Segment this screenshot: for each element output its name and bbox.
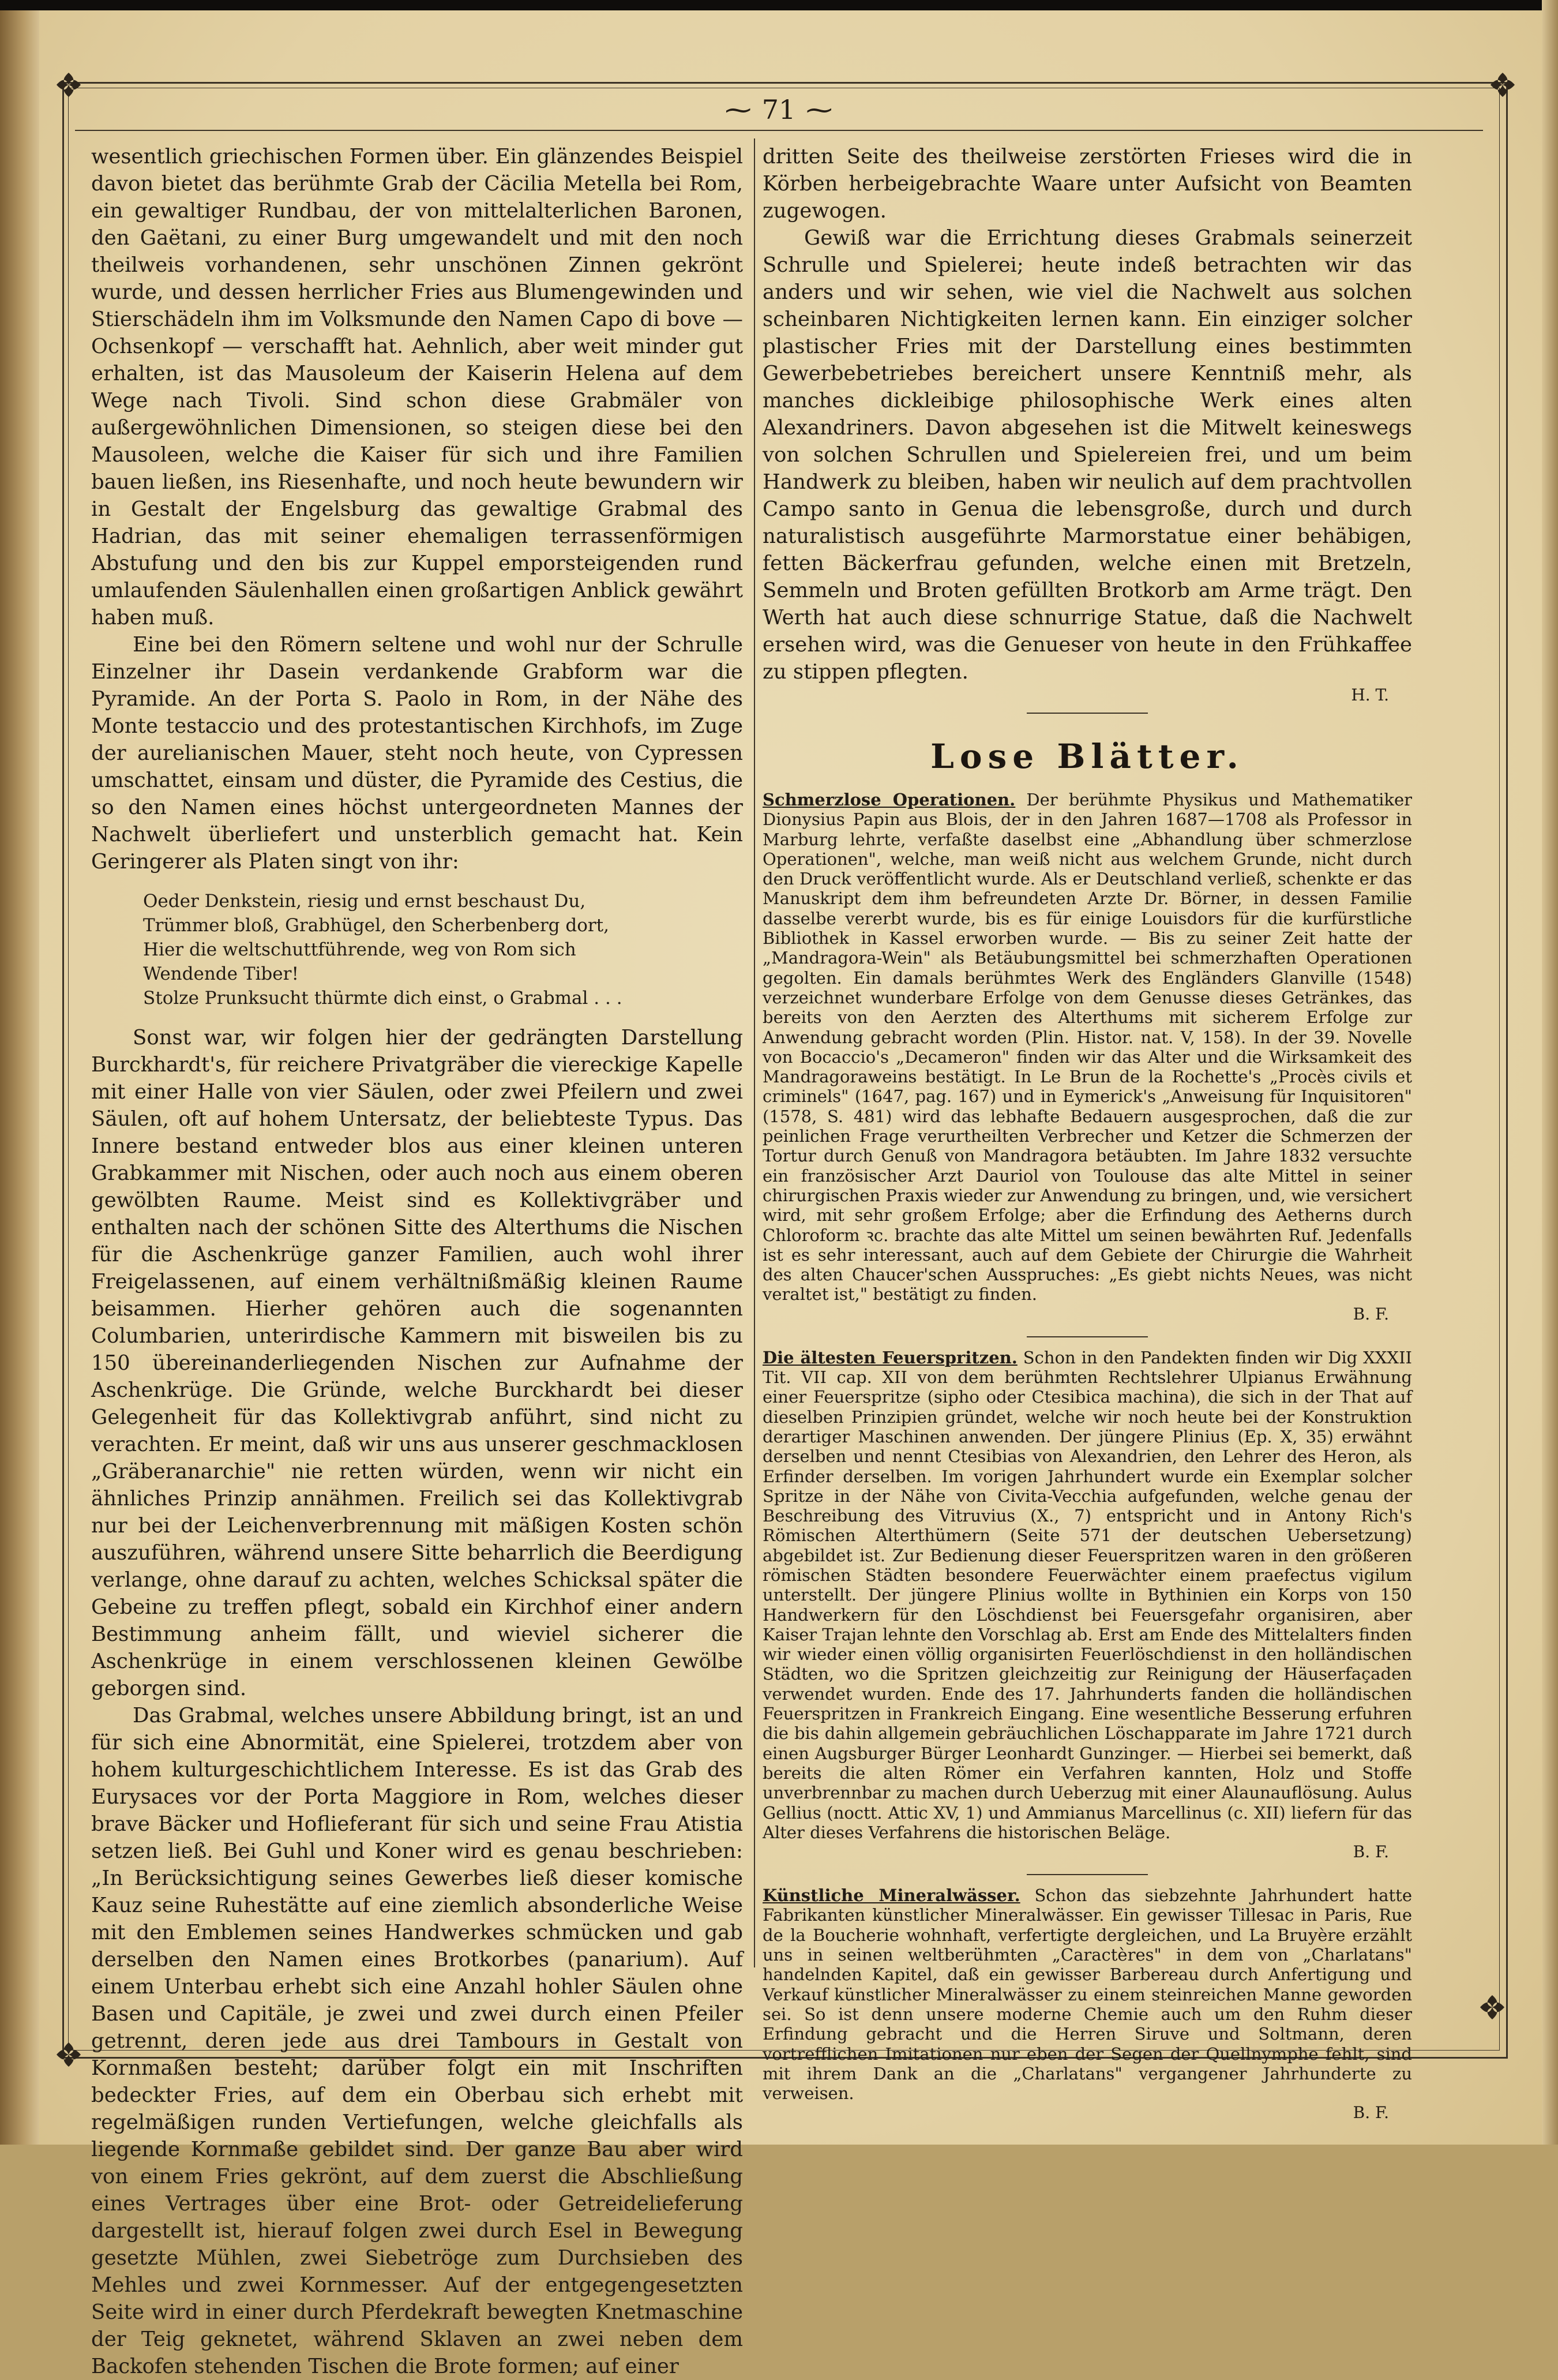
paragraph: dritten Seite des theilweise zerstörten Frieses wird die in Körben herbeigebrachte Waare unter Aufsicht von Beamten zugewogen. (763, 145, 1412, 223)
author-signature: B. F. (1353, 2103, 1389, 2123)
paragraph: Gewiß war die Errichtung dieses Grabmals seinerzeit Schrulle und Spielerei; heute indeß betrachten wir das anders und wir sehen, wie viel die Nachwelt aus solchen scheinbaren Nichtigkeiten lernen kann. Ein einziger solcher plastischer Fries mit der Darstellung eines bestimmten Gewerbebetriebes bereichert unsere Kenntniß mehr, als manches dickleibige philosophische Werk eines alten Alexandriners. Davon abgesehen ist die Mitwelt keineswegs von solchen Schrullen und Spielereien frei, und um beim Handwerk zu bleiben, haben wir neulich auf dem prachtvollen Campo santo in Genua die lebensgroße, durch und durch naturalistisch ausgeführte Marmorstatue einer behäbigen, fetten Bäckerfrau gefunden, welche einen mit Bretzeln, Semmeln und Broten gefüllten Brotkorb am Arme trägt. Den Werth hat auch diese schnurrige Statue, daß die Nachwelt ersehen wird, was die Genueser von heute in den Frühkaffee zu stippen pflegten. (763, 226, 1412, 684)
book-spine (0, 0, 39, 2145)
corner-ornament-icon (53, 2039, 84, 2070)
article-heading: Schmerzlose Operationen. (763, 790, 1016, 809)
article-heading: Die ältesten Feuerspritzen. (763, 1347, 1018, 1367)
paragraph: Das Grabmal, welches unsere Abbildung bringt, ist an und für sich eine Abnormität, eine Spielerei, trotzdem aber von hohem kulturgeschichtlichem Interesse. Es ist das Grab des Eurysaces vor der Porta Maggiore in Rom, welches dieser brave Bäcker und Hoflieferant für sich und seine Frau Atistia setzen ließ. Bei Guhl und Koner wird es genau beschrieben: „In Berücksichtigung seines Gewerbes ließ dieser komische Kauz seine Ruhestätte auf eine ziemlich absonderliche Weise mit den Emblemen seines Handwerkes schmücken und gab derselben den Namen eines Brotkorbes (panarium). Auf einem Unterbau erhebt sich eine Anzahl hohler Säulen ohne Basen und Capitäle, je zwei und zwei durch einen Pfeiler getrennt, deren jede aus drei Tambours in Gestalt von Kornmaßen besteht; darüber folgt ein mit Inschriften bedeckter Fries, auf dem ein Oberbau sich erhebt mit regelmäßigen runden Vertiefungen, welche gleichfalls als liegende Kornmaße gebildet sind. Der ganze Bau aber wird von einem Fries gekrönt, auf dem zuerst die Abschließung eines Vertrages über eine Brot- oder Getreidelieferung dargestellt ist, hierauf folgen zwei durch Esel in Bewegung gesetzte Mühlen, zwei Siebetröge zum Durchsieben des Mehles und zwei Kornmesser. Auf der entgegengesetzten Seite wird in einer durch Pferdekraft bewegten Knetmaschine der Teig geknetet, während Sklaven an zwei neben dem Backofen stehenden Tischen die Brote formen; auf einer (91, 1704, 743, 2378)
paragraph: Eine bei den Römern seltene und wohl nur der Schrulle Einzelner ihr Dasein verdankende Grabform war die Pyramide. An der Porta S. Paolo in Rom, in der Nähe des Monte testaccio und des protestantischen Kirchhofs, im Zuge der aurelianischen Mauer, steht noch heute, von Cypressen umschattet, einsam und düster, die Pyramide des Cestius, die so den Namen eines höchst untergeordneten Mannes der Nachwelt überliefert und unsterblich gemacht hat. Kein Geringerer als Platen singt von ihr: (91, 633, 743, 874)
corner-ornament-icon (1477, 1992, 1508, 2023)
article-body: Schon das siebzehnte Jahrhundert hatte Fabrikanten künstlicher Mineralwässer. Ein gewisser Tillesac in Paris, Rue de la Boucherie wohnhaft, verfertigte dergleichen, und La Bruyère erzählt uns in seinen weltberühmten „Caractères" in dem von „Charlatans" handelnden Kapitel, daß ein gewisser Barbereau durch Anfertigung und Verkauf künstlicher Mineralwässer zu einem steinreichen Manne geworden sei. So ist denn unsere moderne Chemie auch um den Ruhm dieser Erfindung gebracht und die Herren Siruve und Soltmann, deren vortrefflichen Imitationen nur eben der Segen der Quellnymphe fehlt, sind mit ihrem Dank an die „Charlatans" vergangener Jahrhunderte zu verweisen. (763, 1886, 1413, 2104)
poem-line: Oeder Denkstein, riesig und ernst beschaust Du, (143, 891, 586, 912)
column-rule (754, 138, 755, 1967)
article-heading: Künstliche Mineralwässer. (763, 1886, 1020, 1906)
left-column (91, 143, 743, 2380)
corner-ornament-icon (53, 69, 84, 100)
poem-line: Trümmer bloß, Grabhügel, den Scherbenberg dort, (143, 915, 609, 936)
right-column (763, 143, 1412, 2122)
author-signature: B. F. (1353, 1304, 1389, 1324)
article-body: Schon in den Pandekten finden wir Dig XXXII Tit. VII cap. XII von dem berühmten Rechtslehrer Ulpianus Erwähnung einer Feuerspritze (sipho oder Ctesibica machina), die sich in der That auf dieselben Prinzipien gründet, welche wir noch heute bei der Konstruktion derartiger Maschinen anwenden. Der jüngere Plinius (Ep. X, 35) erwähnt derselben und nennt Ctesibias von Alexandrien, den Lehrer des Heron, als Erfinder derselben. Im vorigen Jahrhundert wurde ein Exemplar solcher Spritze in der Nähe von Civita-Vecchia aufgefunden, welche genau der Beschreibung des Vitruvius (X., 7) entspricht und in Antony Rich's Römischen Alterthümern (Seite 571 der deutschen Uebersetzung) abgebildet ist. Zur Bedienung dieser Feuerspritzen waren in den größeren römischen Städten besondere Feuerwächter einem praefectus vigilum unterstellt. Der jüngere Plinius wollte in Bythinien ein Korps von 150 Handwerkern für den Löschdienst bei Feuersgefahr organisiren, aber Kaiser Trajan lehnte den Vorschlag ab. Erst am Ende des Mittelalters finden wir wieder einen völlig organisirten Feuerlöschdienst in den holländischen Städten, wo die Spritzen gleichzeitig zur Reinigung der Häuserfaçaden verwendet wurden. Ende des 17. Jahrhunderts fanden die holländischen Feuerspritzen in Frankreich Eingang. Eine wesentliche Besserung erfuhren die bis dahin allgemein gebräuchlichen Löschapparate im Jahre 1721 durch einen Augsburger Bürger Leonhardt Gunzinger. — Hierbei sei bemerkt, daß bereits die alten Römer ein Verfahren kannten, Holz und Stoffe unverbrennbar zu machen durch Ueberzug mit einer Alaunauflösung. Aulus Gellius (noctt. Attic XV, 1) und Ammianus Marcellinus (c. XII) liefern für das Alter dieses Verfahrens die historischen Beläge. (763, 1347, 1412, 1842)
author-signature: H. T. (1351, 685, 1389, 704)
header-rule (75, 130, 1483, 131)
article-schmerzlose-operationen (763, 790, 1412, 1305)
page-edge (1542, 0, 1558, 2145)
corner-ornament-icon (1487, 69, 1518, 100)
article-feuerspritzen (763, 1348, 1412, 1842)
article-body: Der berühmte Physikus und Mathematiker Dionysius Papin aus Blois, der in den Jahren 1687—1708 als Professor in Marburg lehrte, verfaßte daselbst eine „Abhandlung über schmerzlose Operationen", welche, man weiß nicht aus welchem Grunde, nicht durch den Druck veröffentlicht wurde. Als er Deutschland verließ, schenkte er das Manuskript dem ihm befreundeten Arzte Dr. Börner, in dessen Familie dasselbe vererbt wurde, bis es für einige Louisdors für die kurfürstliche Bibliothek in Kassel erworben wurde. — Bis zu seiner Zeit hatte der „Mandragora-Wein" als Betäubungsmittel bei schmerzhaften Operationen gegolten. Ein damals berühmtes Werk des Engländers Glanville (1548) verzeichnet wunderbare Erfolge von dem Genusse dieses Getränkes, das bereits von den Aerzten des Alterthums mit sicherem Erfolge zur Anwendung gebracht worden (Plin. Histor. nat. V, 158). In der 39. Novelle von Bocaccio's „Decameron" finden wir das Alter und die Wirksamkeit des Mandragoraweins bestätigt. In Le Brun de la Rochette's „Procès civils et criminels" (1647, pag. 167) und in Eymerick's „Anweisung für Inquisitoren" (1578, S. 481) wird das lebhafte Bedauern ausgesprochen, daß die zur peinlichen Frage verurtheilten Verbrecher und Ketzer die Schmerzen der Tortur durch Genuß von Mandragora betäubten. Im Jahre 1832 versuchte ein französischer Arzt Dauriol von Toulouse das alte Mittel in seiner chirurgischen Praxis wieder zur Anwendung zu bringen, und, wie versichert wird, mit sehr großem Erfolge; aber die Erfindung des Aetherns durch Chloroform ꝛc. brachte das alte Mittel um seinen bewährten Ruf. Jedenfalls ist es sehr interessant, auch auf dem Gebiete der Chirurgie die Wahrheit des alten Chaucer'schen Ausspruches: „Es giebt nichts Neues, was nicht veraltet ist," bestätigt zu finden. (763, 790, 1412, 1305)
article-mineralwaesser (763, 1886, 1412, 2103)
poem-line: Hier die weltschuttführende, weg von Rom sich (143, 939, 576, 960)
article-divider (1027, 1336, 1148, 1337)
poem-line: Wendende Tiber! (143, 964, 299, 984)
section-title: Lose Blätter. (930, 737, 1244, 776)
author-signature: B. F. (1353, 1842, 1389, 1862)
poem-line: Stolze Prunksucht thürmte dich einst, o Grabmal . . . (143, 988, 622, 1009)
poem-quote (143, 889, 743, 1010)
paragraph: wesentlich griechischen Formen über. Ein glänzendes Beispiel davon bietet das berühmte Grab der Cäcilia Metella bei Rom, ein gewaltiger Rundbau, der von mittelalterlichen Baronen, den Gaëtani, zu einer Burg umgewandelt und mit den noch theilweis vorhandenen, sehr unschönen Zinnen gekrönt wurde, und dessen herrlicher Fries aus Blumengewinden und Stierschädeln ihm im Volksmunde den Namen Capo di bove — Ochsenkopf — verschafft hat. Aehnlich, aber weit minder gut erhalten, ist das Mausoleum der Kaiserin Helena auf dem Wege nach Tivoli. Sind schon diese Grabmäler von außergewöhnlichen Dimensionen, so steigen diese bei den Mausoleen, welche die Kaiser für sich und ihre Familien bauen ließen, ins Riesenhafte, und noch heute bewundern wir in Gestalt der Engelsburg das gewaltige Grabmal des Hadrian, das mit seiner ehemaligen terrassenförmigen Abstufung und den bis zur Kuppel emporsteigenden rund umlaufenden Säulenhallen einen großartigen Anblick gewährt haben muß. (91, 145, 743, 629)
flourish-left-icon: ⁓ (724, 94, 752, 125)
page-number-header (704, 87, 854, 133)
section-divider (1027, 713, 1148, 714)
paragraph: Sonst war, wir folgen hier der gedrängten Darstellung Burckhardt's, für reichere Privatgräber die viereckige Kapelle mit einer Halle von vier Säulen, oder zwei Pfeilern und zwei Säulen, oft auf hohem Untersatz, der beliebteste Typus. Das Innere bestand entweder blos aus einer kleinen unteren Grabkammer mit Nischen, oder auch noch aus einem oberen gewölbten Raume. Meist sind es Kollektivgräber und enthalten nach der schönen Sitte des Alterthums die Nischen für die Aschenkrüge ganzer Familien, auch wohl ihrer Freigelassenen, auf einem verhältnißmäßig kleinen Raume beisammen. Hierher gehören auch die sogenannten Columbarien, unterirdische Kammern mit bisweilen bis zu 150 übereinanderliegenden Nischen zur Aufnahme der Aschenkrüge. Die Gründe, welche Burckhardt bei dieser Gelegenheit für das Kollektivgrab anführt, sind nicht zu verachten. Er meint, daß wir uns aus unserer geschmacklosen „Gräberanarchie" nie retten würden, wenn wir nicht ein ähnliches Prinzip annähmen. Freilich sei das Kollektivgrab nur bei der Leichenverbrennung mit mäßigen Kosten schön auszuführen, während unsere Sitte beharrlich die Beerdigung verlange, ohne darauf zu achten, welches Schicksal später die Gebeine zu treffen pflegt, sobald ein Kirchhof einer andern Bestimmung anheim fällt, und wieviel sicherer die Aschenkrüge in einem verschlossenen kleinen Gewölbe geborgen sind. (91, 1026, 743, 1700)
top-edge (0, 0, 1558, 10)
page-number: 71 (761, 94, 796, 125)
article-divider (1027, 1874, 1148, 1875)
flourish-right-icon: ⁓ (806, 94, 833, 125)
